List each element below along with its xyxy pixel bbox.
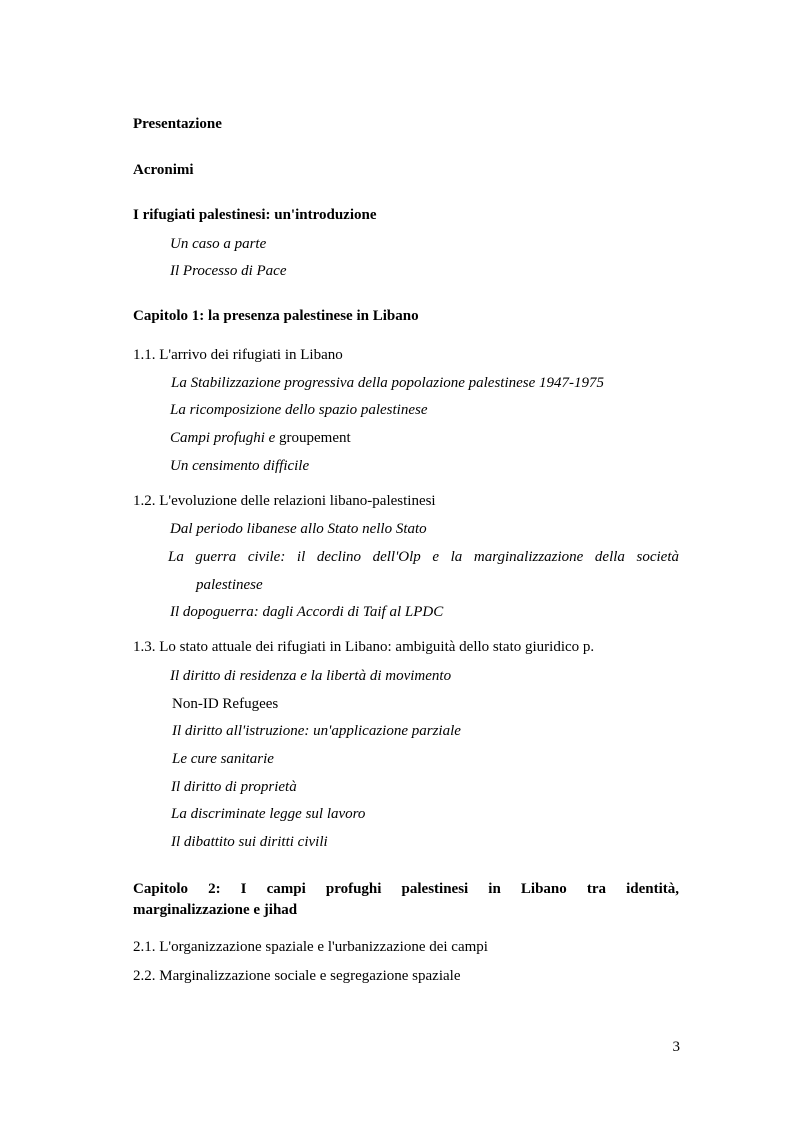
toc-item: Il dopoguerra: dagli Accordi di Taif al LPDC [170, 604, 444, 620]
toc-item: La discriminate legge sul lavoro [171, 806, 366, 822]
toc-item: Dal periodo libanese allo Stato nello Stato [170, 521, 427, 537]
toc-item-campi-italic: Campi profughi e [170, 430, 276, 446]
toc-item: Il diritto di residenza e la libertà di movimento [170, 668, 452, 684]
toc-item: Un censimento difficile [170, 458, 310, 474]
toc-item: Il diritto di proprietà [171, 779, 297, 795]
toc-cap1-title: Capitolo 1: la presenza palestinese in Libano [133, 308, 419, 324]
toc-item: Il diritto all'istruzione: un'applicazione parziale [172, 723, 461, 739]
toc-item: La Stabilizzazione progressiva della popolazione palestinese 1947-1975 [171, 375, 605, 391]
toc-acronimi: Acronimi [133, 162, 194, 178]
toc-item: Non-ID Refugees [172, 696, 279, 712]
toc-item-campi [170, 429, 351, 447]
toc-item: Le cure sanitarie [172, 751, 274, 767]
toc-cap2-title: Capitolo 2: I campi profughi palestinesi in Libano tra identità, [133, 881, 679, 897]
toc-section-1-3: 1.3. Lo stato attuale dei rifugiati in Libano: ambiguità dello stato giuridico p. [133, 639, 595, 655]
toc-section-1-2: 1.2. L'evoluzione delle relazioni libano-palestinesi [133, 493, 436, 509]
toc-item-continuation: palestinese [196, 577, 263, 593]
toc-intro-title: I rifugiati palestinesi: un'introduzione [133, 207, 377, 223]
toc-cap2-title-continuation: marginalizzazione e jihad [133, 902, 298, 918]
toc-presentazione: Presentazione [133, 116, 222, 132]
toc-section-2-2: 2.2. Marginalizzazione sociale e segregazione spaziale [133, 968, 461, 984]
toc-item-campi-roman: groupement [279, 430, 351, 446]
page-number: 3 [672, 1039, 680, 1055]
toc-section-1-1: 1.1. L'arrivo dei rifugiati in Libano [133, 347, 343, 363]
toc-intro-item: Il Processo di Pace [170, 263, 287, 279]
toc-intro-item: Un caso a parte [170, 236, 267, 252]
toc-item: Il dibattito sui diritti civili [171, 834, 328, 850]
toc-item-justified: La guerra civile: il declino dell'Olp e la marginalizzazione della società [168, 549, 679, 565]
toc-item: La ricomposizione dello spazio palestinese [170, 402, 428, 418]
toc-section-2-1: 2.1. L'organizzazione spaziale e l'urbanizzazione dei campi [133, 939, 488, 955]
